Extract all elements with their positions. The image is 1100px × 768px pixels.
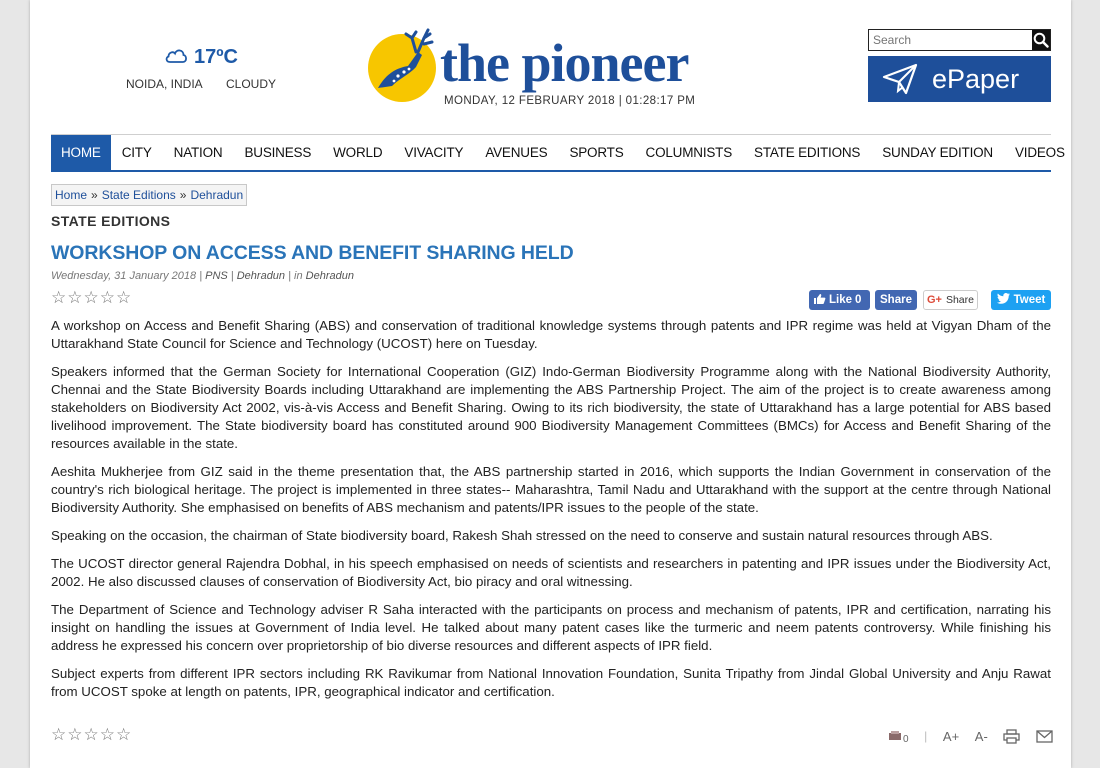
- page: [30, 0, 1071, 768]
- paper-plane-icon: [882, 63, 918, 95]
- breadcrumb-separator: »: [91, 188, 98, 202]
- epaper-button[interactable]: [868, 56, 1051, 102]
- thumbs-up-icon: [813, 293, 826, 308]
- star-icon[interactable]: ☆: [116, 725, 132, 744]
- nav-city[interactable]: CITY: [121, 145, 152, 160]
- main-nav: [51, 134, 1065, 172]
- star-icon[interactable]: ☆: [83, 288, 99, 307]
- article-paragraph: Subject experts from different IPR sectors including RK Ravikumar from National Innovation Foundation, Sunita Tripathy from Jindal Global University and Anju Rawat from UCOST spoke at length on patents, IPR, geographical indicator and certification.: [51, 666, 1051, 699]
- search-form: [868, 29, 1051, 51]
- google-plus-share-button[interactable]: [923, 290, 978, 310]
- mail-icon: [1036, 730, 1053, 743]
- facebook-like-count: 0: [855, 294, 862, 306]
- article-author[interactable]: PNS: [205, 270, 228, 282]
- search-input[interactable]: [869, 30, 1032, 50]
- star-icon[interactable]: ☆: [99, 288, 115, 307]
- star-icon[interactable]: ☆: [116, 288, 132, 307]
- nav-columnists[interactable]: COLUMNISTS: [645, 145, 733, 160]
- nav-avenues[interactable]: AVENUES: [485, 145, 548, 160]
- article-in-label: in: [294, 270, 303, 282]
- facebook-share-label: Share: [880, 294, 912, 306]
- tools-divider: |: [924, 729, 928, 743]
- breadcrumb-dehradun[interactable]: Dehradun: [190, 188, 244, 202]
- star-icon[interactable]: ☆: [67, 288, 83, 307]
- breadcrumb-separator: »: [179, 188, 187, 202]
- star-icon[interactable]: ☆: [51, 288, 67, 307]
- star-icon[interactable]: ☆: [51, 725, 67, 744]
- breadcrumb-home[interactable]: Home: [55, 188, 88, 202]
- breadcrumb-state-editions[interactable]: State Editions: [101, 188, 176, 202]
- comment-button[interactable]: [888, 728, 909, 745]
- article-tools: [888, 726, 1053, 746]
- logo-wordmark: the pioneer: [440, 33, 689, 93]
- nav-home[interactable]: HOME: [51, 135, 111, 170]
- facebook-like-label: Like: [829, 294, 853, 306]
- article-paragraph: The Department of Science and Technology adviser R Saha interacted with the participants on process and mechanism of patents, IPR and certification, narrating his insight on handling the issues at Government of India level. He talked about many patent cases like the turmeric and neem patents controversy. While finishing his address he expressed his concern over proprietorship of bio diverse resources and different aspects of IPR field.: [51, 602, 1051, 653]
- article-date: Wednesday, 31 January 2018: [51, 270, 197, 282]
- article-headline: WORKSHOP ON ACCESS AND BENEFIT SHARING HELD: [51, 242, 574, 264]
- cloud-icon: [164, 46, 188, 69]
- article-paragraph: A workshop on Access and Benefit Sharing (ABS) and conservation of traditional knowledge systems through patents and IPR regime was held at Vigyan Dham of the Uttarakhand State Council for Science and Technology (UCOST) here on Tuesday.: [51, 318, 1051, 351]
- article-paragraph: Speaking on the occasion, the chairman of State biodiversity board, Rakesh Shah stressed on the need to conserve and sustain natural resources through ABS.: [51, 528, 993, 543]
- search-button[interactable]: [1032, 30, 1050, 50]
- nav-vivacity[interactable]: VIVACITY: [404, 145, 464, 160]
- article-category[interactable]: Dehradun: [305, 270, 354, 282]
- nav-world[interactable]: WORLD: [333, 145, 383, 160]
- article-location[interactable]: Dehradun: [236, 270, 286, 282]
- google-plus-share-label: Share: [945, 294, 974, 306]
- article-body: [51, 317, 1051, 711]
- weather-temperature: 17ºC: [194, 46, 238, 68]
- current-datetime: MONDAY, 12 FEBRUARY 2018 | 01:28:17 PM: [444, 95, 696, 107]
- article-paragraph: The UCOST director general Rajendra Dobhal, in his speech emphasised on needs of scientists and researchers in patenting and IPR issues under the Biodiversity Act, 2002. He also discussed clauses of conservation of Biodiversity Act, bio piracy and oral witnessing.: [51, 556, 1051, 589]
- star-icon[interactable]: ☆: [67, 725, 83, 744]
- star-icon[interactable]: ☆: [99, 725, 115, 744]
- weather-condition: CLOUDY: [225, 77, 276, 91]
- google-plus-icon: G+: [926, 294, 942, 306]
- nav-nation[interactable]: NATION: [173, 145, 223, 160]
- print-icon: [1003, 729, 1020, 744]
- epaper-label: ePaper: [932, 63, 1020, 94]
- section-title: STATE EDITIONS: [51, 213, 171, 229]
- print-button[interactable]: [1003, 729, 1020, 744]
- nav-sports[interactable]: SPORTS: [569, 145, 624, 160]
- site-logo[interactable]: [366, 22, 746, 112]
- nav-business[interactable]: BUSINESS: [244, 145, 312, 160]
- facebook-share-button[interactable]: [875, 290, 917, 310]
- comment-icon: [888, 730, 902, 742]
- article-meta: Wednesday, 31 January 2018 | PNS | Dehradun | in Dehradun: [51, 270, 354, 282]
- nav-sunday-edition[interactable]: SUNDAY EDITION: [882, 145, 993, 160]
- rating-stars-top: [51, 289, 131, 306]
- twitter-bird-icon: [997, 293, 1010, 307]
- font-increase-button[interactable]: A+: [942, 728, 960, 744]
- star-icon[interactable]: ☆: [83, 725, 99, 744]
- weather-location: NOIDA, INDIA: [126, 77, 203, 91]
- weather-widget: [126, 46, 276, 91]
- font-decrease-button[interactable]: A-: [974, 728, 988, 744]
- rating-stars-bottom: [51, 726, 131, 743]
- tweet-button[interactable]: [991, 290, 1051, 310]
- facebook-like-button[interactable]: [809, 290, 870, 310]
- nav-state-editions[interactable]: STATE EDITIONS: [754, 145, 861, 160]
- article-paragraph: Speakers informed that the German Society for International Cooperation (GIZ) Indo-German Biodiversity Programme along with the National Biodiversity Authority, Chennai and the State Biodiversity Boards including Uttarakhand are implementing the ABS Partnership Project. The aim of the project is to create awareness among stakeholders on Biodiversity Act 2002, vis-à-vis Access and Benefit Sharing. Owing to its rich biodiversity, the state of Uttarakhand has a large potential for ABS based livelihood improvement. The State biodiversity board has constituted around 900 Biodiversity Management Committees (BMCs) for Access and Benefit Sharing of the resources available in the state.: [51, 364, 1051, 451]
- tweet-label: Tweet: [1013, 294, 1046, 306]
- deer-logo-icon: [366, 22, 438, 106]
- email-button[interactable]: [1036, 730, 1053, 743]
- nav-videos[interactable]: VIDEOS: [1014, 145, 1065, 160]
- breadcrumb: [51, 184, 247, 206]
- comment-count: 0: [903, 733, 909, 745]
- search-icon: [1033, 32, 1049, 48]
- article-paragraph: Aeshita Mukherjee from GIZ said in the theme presentation that, the ABS partnership started in 2016, which supports the Indian Government in conservation of the country's rich biological heritage. The project is implemented in three states-- Maharashtra, Tamil Nadu and Uttarakhand with the support at the centre through National Biodiversity Authority. She emphasised on benefits of ABS mechanism and patents/IPR issues to the people of the state.: [51, 464, 1051, 515]
